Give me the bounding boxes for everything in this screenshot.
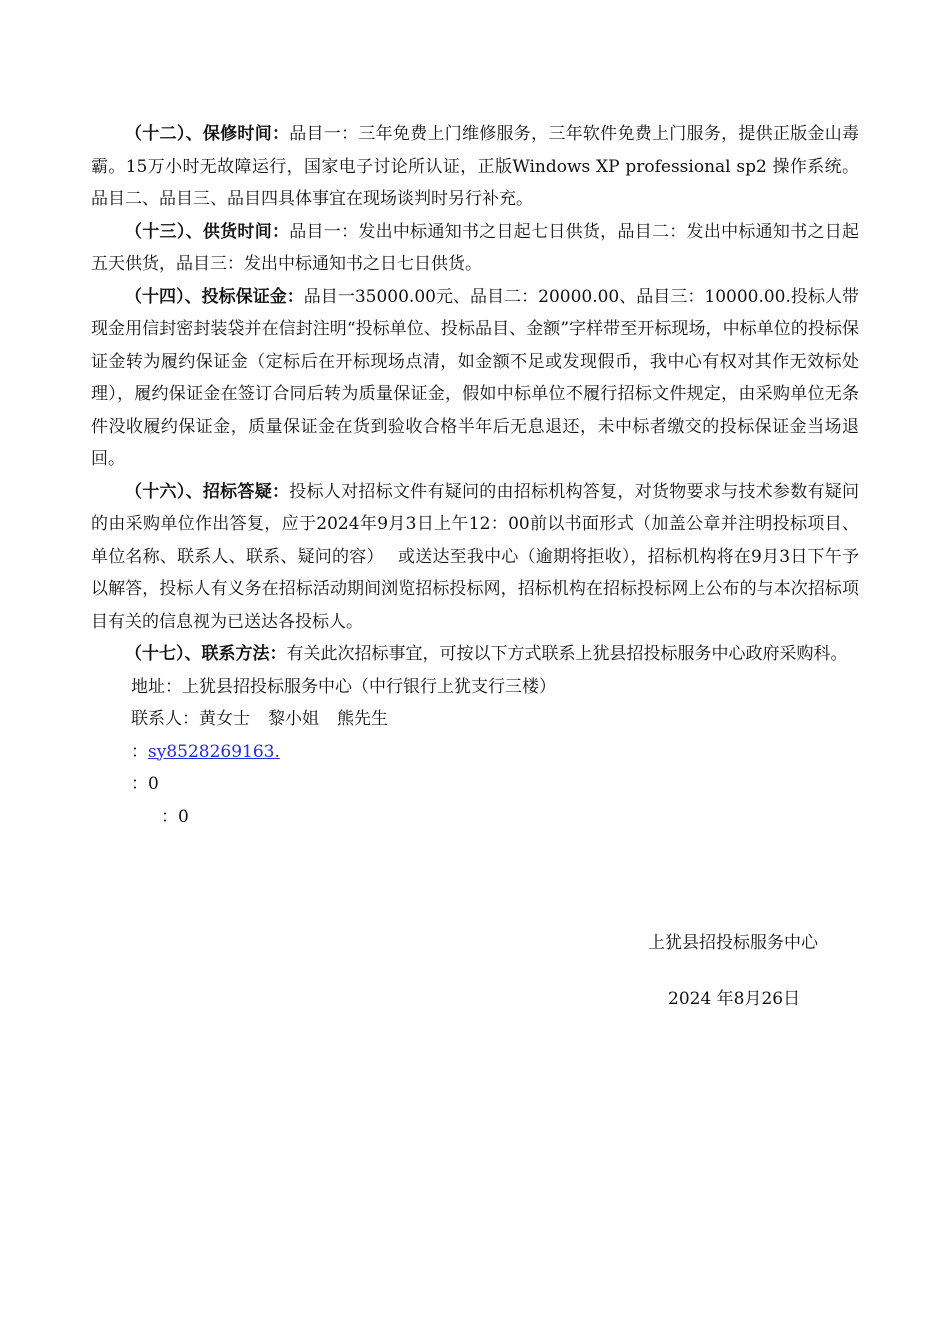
section-text: 品目一：发出中标通知书之日起七日供货，品目二：发出中标通知书之日起五天供货，品目三：发出中标通知书之日七日供货。 (91, 221, 860, 274)
section-qa (91, 476, 859, 639)
contact-email-prefix: ： (131, 741, 148, 762)
contact-person: 黄女士 (199, 709, 250, 729)
contact-person: 黎小姐 (268, 709, 319, 729)
document-body (91, 118, 859, 833)
section-heading: （十七）、联系方法： (125, 644, 287, 664)
section-heading: （十六）、招标答疑： (125, 481, 290, 502)
section-text: 投标人对招标文件有疑问的由招标机构答复，对货物要求与技术参数有疑问的由采购单位作出答复，应于2024年9月3日上午12：00前以书面形式（加盖公章并注明投标项目、单位名称、联系人、联系、疑问的容） 或送达至我中心（逾期将拒收），招标机构将在9月3日下午予以解答，投标人有义务在招标活动期间浏览招标投标网，招标机构在招标投标网上公布的与本次招标项目有关的信息视为已送达各投标人。 (91, 481, 860, 632)
section-text: 有关此次招标事宜，可按以下方式联系上犹县招投标服务中心政府采购科。 (286, 644, 848, 664)
section-heading: （十四）、投标保证金： (125, 286, 304, 307)
contact-phone: ：0 (131, 774, 159, 794)
section-text: 品目一：三年免费上门维修服务，三年软件免费上门服务，提供正版金山毒霸。15万小时无故障运行，国家电子讨论所认证，正版Windows XP professional sp2 操作系统。品目二、品目三、品目四具体事宜在现场谈判时另行补充。 (91, 124, 860, 209)
contact-email-link[interactable]: sy8528269163. (148, 741, 280, 762)
section-bid-bond (91, 281, 859, 476)
contact-fax: ：0 (161, 806, 189, 827)
signature-date: 2024 年8月26日 (668, 989, 801, 1009)
contact-persons-label: 联系人： (131, 709, 199, 729)
contact-persons (91, 703, 859, 736)
section-heading: （十二）、保修时间： (125, 124, 290, 144)
section-delivery-time (91, 216, 859, 281)
contact-email-line (91, 736, 859, 769)
section-warranty (91, 118, 859, 216)
contact-address: 地址：上犹县招投标服务中心（中行银行上犹支行三楼） (131, 676, 556, 697)
section-contact-method (91, 638, 859, 671)
section-text: 品目一35000.00元、品目二：20000.00、品目三：10000.00.投标人带现金用信封密封装袋并在信封注明“投标单位、投标品目、金额”字样带至开标现场，中标单位的投标保证金转为履约保证金（定标后在开标现场点清，如金额不足或发现假币，我中心有权对其作无效标处理），履约保证金在签订合同后转为质量保证金，假如中标单位不履行招标文件规定，由采购单位无条件没收履约保证金，质量保证金在货到验收合格半年后无息退还，未中标者缴交的投标保证金当场退回。 (91, 286, 859, 469)
section-heading: （十三）、供货时间： (125, 221, 290, 242)
signature-organization: 上犹县招投标服务中心 (648, 933, 818, 953)
contact-person: 熊先生 (337, 709, 388, 729)
